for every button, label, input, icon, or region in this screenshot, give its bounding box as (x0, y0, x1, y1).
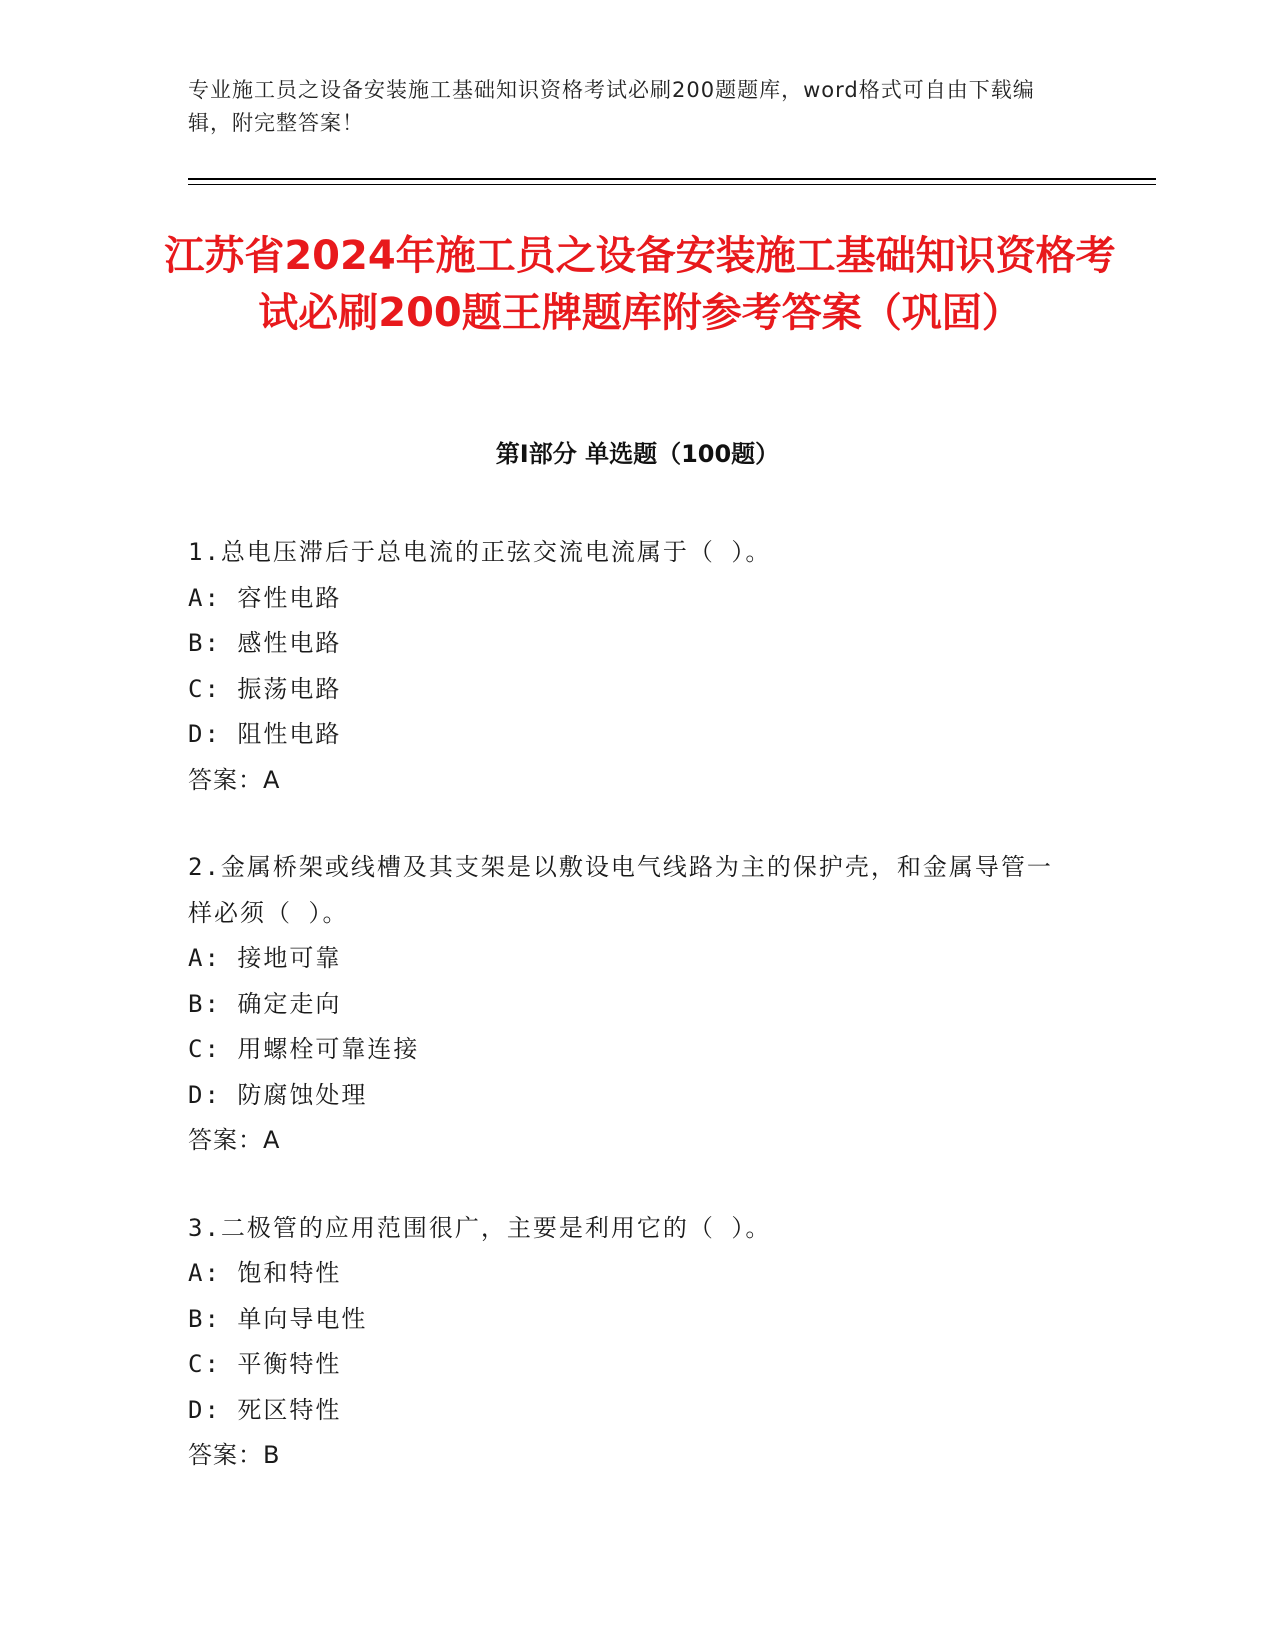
document-title: 江苏省2024年施工员之设备安装施工基础知识资格考试必刷200题王牌题库附参考答案（巩固） (164, 233, 1116, 336)
question-list (188, 530, 1068, 1521)
option-a: A: 容性电路 (188, 583, 342, 612)
question-2 (188, 845, 1068, 1164)
option-c: C: 用螺栓可靠连接 (188, 1035, 420, 1063)
answer: 答案：A (188, 1126, 281, 1154)
question-1 (188, 530, 1068, 803)
section-title: 第I部分 单选题（100题） (495, 440, 780, 468)
option-b: B: 单向导电性 (188, 1304, 368, 1333)
option-a: A: 饱和特性 (188, 1259, 342, 1287)
option-d: D: 阻性电路 (188, 720, 342, 748)
option-a: A: 接地可靠 (188, 944, 342, 972)
option-b: B: 确定走向 (188, 989, 342, 1018)
option-d: D: 死区特性 (188, 1395, 342, 1424)
option-c: C: 平衡特性 (188, 1350, 342, 1378)
answer: 答案：A (188, 765, 281, 794)
header-rule-thick (188, 178, 1156, 180)
header-note: 专业施工员之设备安装施工基础知识资格考试必刷200题题库，word格式可自由下载编辑，附完整答案！ (188, 78, 1035, 135)
option-d: D: 防腐蚀处理 (188, 1080, 368, 1109)
question-3 (188, 1206, 1068, 1479)
answer: 答案：B (188, 1441, 281, 1469)
option-b: B: 感性电路 (188, 629, 342, 657)
option-c: C: 振荡电路 (188, 674, 342, 703)
question-stem: 1.总电压滞后于总电流的正弦交流电流属于（ ）。 (188, 538, 772, 566)
question-stem: 3.二极管的应用范围很广，主要是利用它的（ ）。 (188, 1213, 772, 1242)
question-stem: 2.金属桥架或线槽及其支架是以敷设电气线路为主的保护壳，和金属导管一样必须（ ）。 (188, 853, 1053, 927)
header-rule-thin (188, 184, 1156, 185)
